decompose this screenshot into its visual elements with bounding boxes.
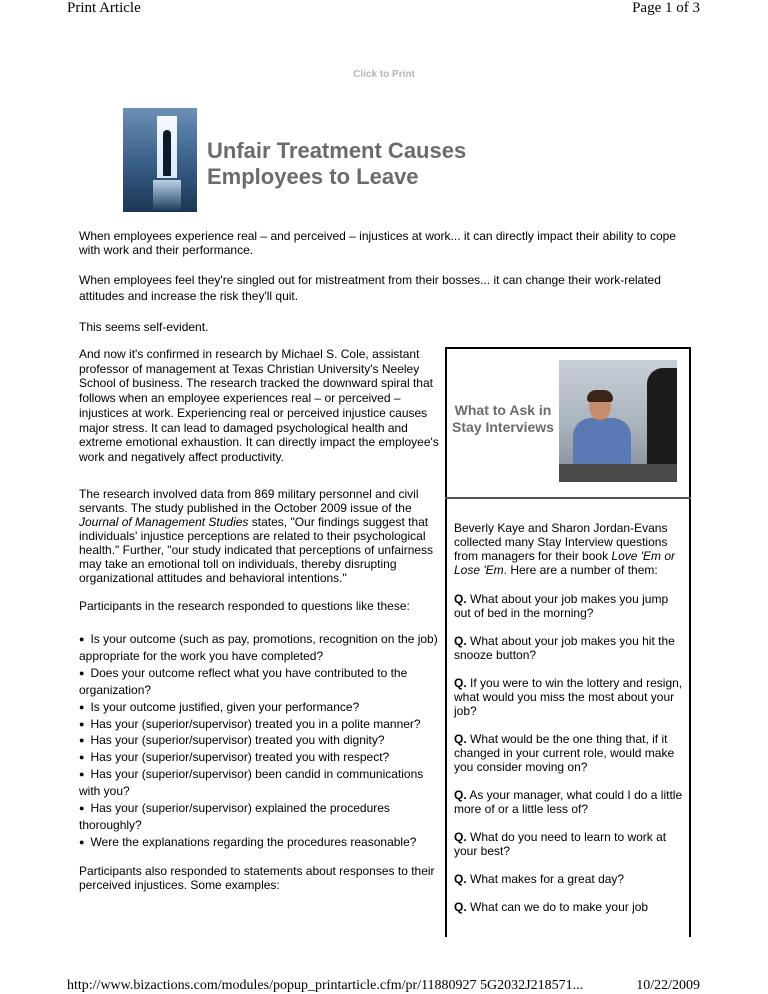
q-prefix: Q. <box>454 732 467 746</box>
question-text: What would be the one thing that, if it changed in your current role, would make you consider moving on? <box>454 732 675 774</box>
stay-question <box>454 732 686 774</box>
paragraph-questions-intro: Participants in the research responded to questions like these: <box>79 599 410 613</box>
stay-question <box>454 788 686 816</box>
question-text: What about your job makes you jump out of bed in the morning? <box>454 592 669 620</box>
footer-url: http://www.bizactions.com/modules/popup_printarticle.cfm/pr/11880927 5G2032J218571... <box>67 978 584 993</box>
click-to-print-link[interactable]: Click to Print <box>353 69 415 80</box>
paragraph-intro: When employees experience real – and perceived – injustices at work... it can directly impact their ability to cope with work and their performance. <box>79 229 676 257</box>
stay-question <box>454 830 686 858</box>
q-prefix: Q. <box>454 634 467 648</box>
sidebar-divider <box>445 497 691 499</box>
q-prefix: Q. <box>454 788 467 802</box>
q-prefix: Q. <box>454 676 467 690</box>
list-item: ● Is your outcome justified, given your performance? <box>79 699 445 716</box>
sidebar-intro-a: Beverly Kaye and Sharon Jordan-Evans collected many Stay Interview questions from managers for their book <box>454 521 668 563</box>
journal-name: Journal of Management Studies <box>79 515 249 529</box>
book-title: Love 'Em or Lose 'Em <box>454 549 676 577</box>
paragraph-self-evident: This seems self-evident. <box>79 320 209 334</box>
question-text: What makes for a great day? <box>470 872 625 886</box>
stay-question <box>454 592 686 620</box>
title-line-2: Employees to Leave <box>207 164 419 189</box>
stay-question <box>454 634 686 662</box>
question-text: What can we do to make your job <box>470 900 649 914</box>
list-item: ● Has your (superior/supervisor) explained the procedures thoroughly? <box>79 800 445 834</box>
q-prefix: Q. <box>454 592 467 606</box>
stay-question <box>454 900 686 914</box>
study-text-a: The research involved data from 869 military personnel and civil servants. The study published in the October 2009 issue of the <box>79 487 419 515</box>
paragraph-singled-out: When employees feel they're singled out for mistreatment from their bosses... it can change their work-related attitudes and increase the risk they'll quit. <box>79 273 661 303</box>
list-item: ● Has your (superior/supervisor) treated you with dignity? <box>79 732 445 749</box>
sidebar-title: What to Ask in Stay Interviews <box>452 402 554 435</box>
paragraph-research: And now it's confirmed in research by Michael S. Cole, assistant professor of management at Texas Christian University's Neeley School of business. The research tracked the downward spiral that follows when an employee experiences real – or perceived – injustices at work. Experiencing real or perceived injustice causes major stress. It can lead to damaged psychological health and extreme emotional exhaustion. It can directly impact the employee's work and negatively affect productivity. <box>79 347 439 464</box>
interview-photo <box>559 360 677 482</box>
article-title <box>207 138 627 190</box>
stay-question <box>454 676 686 718</box>
question-text: What about your job makes you hit the snooze button? <box>454 634 675 662</box>
paragraph-statements: Participants also responded to statements about responses to their perceived injustices. Some examples: <box>79 864 435 892</box>
question-list <box>79 631 445 851</box>
sidebar-top-rule <box>445 347 691 349</box>
page-indicator: Page 1 of 3 <box>632 0 700 16</box>
q-prefix: Q. <box>454 900 467 914</box>
list-item: ● Has your (superior/supervisor) been candid in communications with you? <box>79 766 445 800</box>
q-prefix: Q. <box>454 830 467 844</box>
question-text: As your manager, what could I do a little more of or a little less of? <box>454 788 683 816</box>
sidebar-intro <box>454 521 686 577</box>
list-item: ● Has your (superior/supervisor) treated you in a polite manner? <box>79 716 445 733</box>
paragraph-study <box>79 487 445 585</box>
sidebar-intro-b: . Here are a number of them: <box>503 563 658 577</box>
stay-question <box>454 872 686 886</box>
title-line-1: Unfair Treatment Causes <box>207 138 467 163</box>
study-text-b: states, "Our findings suggest that individuals' injustice perceptions are related to their psychological health." Further, "our study indicated that perceptions of unfairness may take an emotional toll on individuals, thereby disrupting organizational attitudes and behavioral intentions." <box>79 515 434 585</box>
print-article-label: Print Article <box>67 0 141 16</box>
q-prefix: Q. <box>454 872 467 886</box>
list-item: ● Were the explanations regarding the procedures reasonable? <box>79 834 445 851</box>
list-item: ● Is your outcome (such as pay, promotions, recognition on the job) appropriate for the work you have completed? <box>79 631 445 665</box>
doorway-illustration <box>123 108 197 212</box>
question-text: What do you need to learn to work at your best? <box>454 830 667 858</box>
question-text: If you were to win the lottery and resign, what would you miss the most about your job? <box>454 676 683 718</box>
footer-date: 10/22/2009 <box>636 978 700 993</box>
list-item: ● Does your outcome reflect what you have contributed to the organization? <box>79 665 445 699</box>
list-item: ● Has your (superior/supervisor) treated you with respect? <box>79 749 445 766</box>
